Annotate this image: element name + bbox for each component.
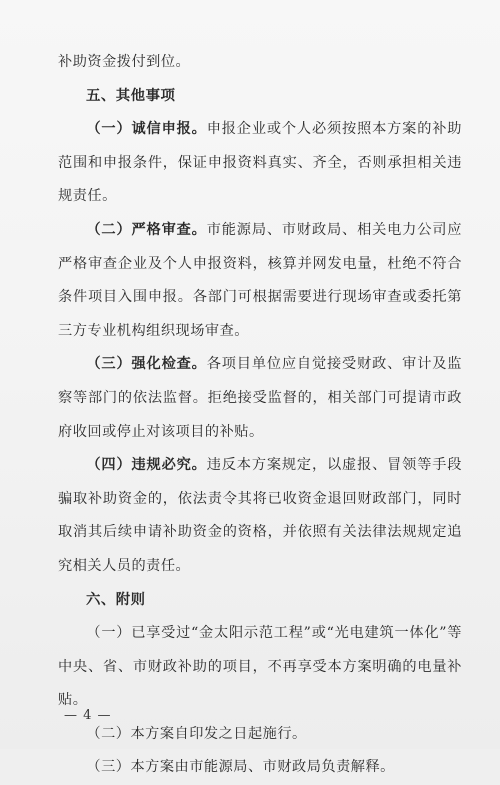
paragraph-text: 申报企业或个人必须按照本方案的补助范围和申报条件，保证申报资料真实、齐全，否则承担相关违规责任。 [58,121,462,205]
section-title-supplementary: 六、附则 [86,591,146,608]
paragraph-lead: （二）严格审查。 [86,221,207,238]
paragraph-text: 市能源局、市财政局、相关电力公司应严格审查企业及个人申报资料，核算并网发电量，杜绝不符合条件项目入围申报。各部门可根据需要进行现场审查或委托第三方专业机构组织现场审查。 [58,221,462,339]
paragraph-lead: （一）诚信申报。 [86,121,207,138]
paragraph-lead: （四）违规必究。 [86,457,207,474]
paragraph-strengthen-inspection [58,348,462,449]
paragraph-text: 违反本方案规定，以虚报、冒领等手段骗取补助资金的，依法责令其将已收资金退回财政部门，同时取消其后续申请补助资金的资格，并依照有关法律法规规定追究相关人员的责任。 [58,457,462,574]
paragraph-lead: （三）强化检查。 [86,356,207,373]
paragraph-violation-penalty [58,449,462,583]
page-number: — 4 — [64,708,112,723]
paragraph-continuation: 补助资金拨付到位。 [58,54,191,70]
paragraph-annex-2: （二）本方案自印发之日起施行。 [86,725,307,742]
paragraph-annex-1: （一）已享受过“金太阳示范工程”或“光电建筑一体化”等中央、省、市财政补助的项目，不再享受本方案明确的电量补贴。 [58,625,462,709]
document-body [58,46,462,785]
paragraph-text: 各项目单位应自觉接受财政、审计及监察等部门的依法监督。拒绝接受监督的，相关部门可提请市政府收回或停止对该项目的补贴。 [58,356,462,440]
section-title-other-matters: 五、其他事项 [86,87,176,104]
paragraph-honest-declaration [58,113,462,214]
paragraph-strict-review [58,214,462,348]
paragraph-annex-3: （三）本方案由市能源局、市财政局负责解释。 [86,759,395,776]
